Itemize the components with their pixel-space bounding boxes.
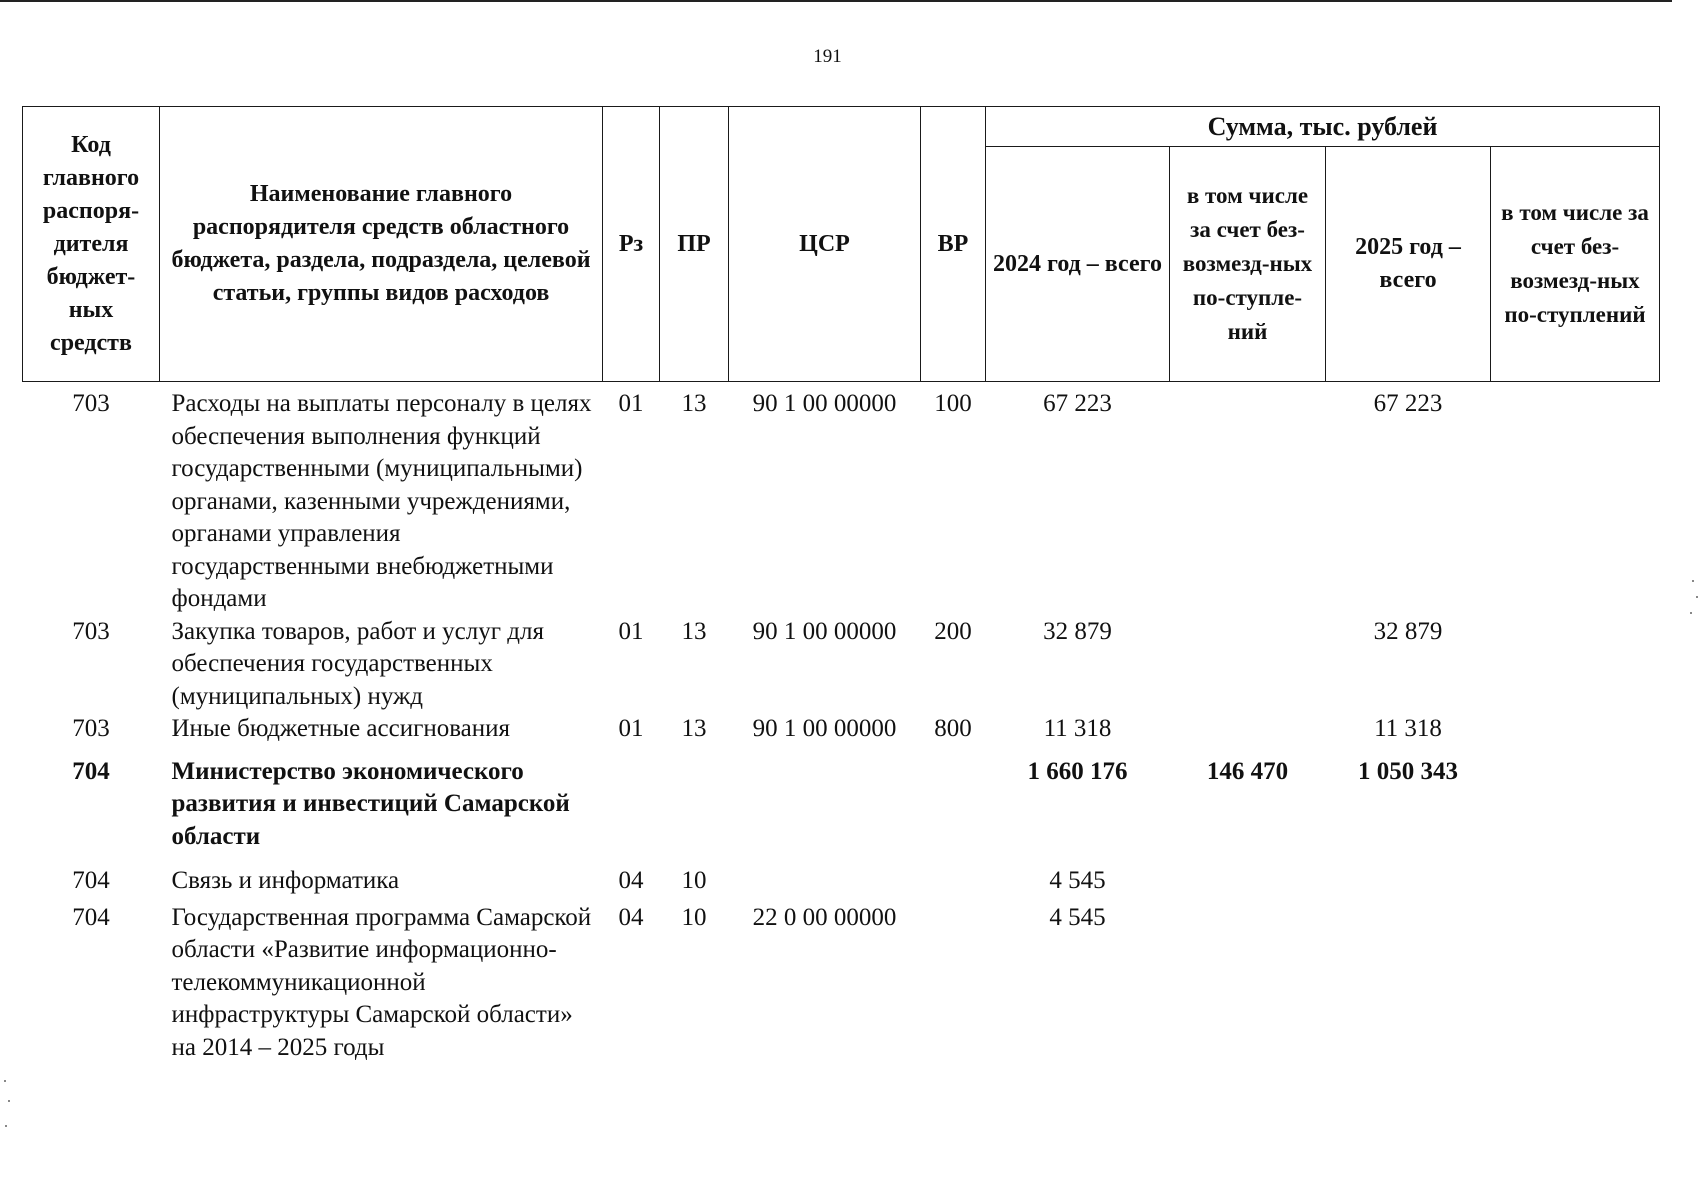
cell-2025-total: 11 318 (1374, 715, 1442, 742)
cell-rz: 01 (618, 390, 644, 417)
cell-vr (921, 746, 986, 864)
cell-name: Связь и информатика (171, 867, 400, 894)
cell-2025-gratuitous (1491, 616, 1660, 714)
cell-2025-gratuitous (1491, 863, 1660, 898)
cell-name: Расходы на выплаты персоналу в целях обеспечения выполнения функций государственными (муниципальными) органами, казенными учреждениями, органами управления государственными внебюджетными фондами (171, 390, 592, 612)
cell-csr: 22 0 00 00000 (752, 903, 897, 931)
cell-pr: 10 (681, 903, 707, 931)
header-2024-gratuitous: в том числе за счет без-возмезд-ных по-ступле-ний (1170, 147, 1326, 382)
cell-name: Государственная программа Самарской области «Развитие информационно-телекоммуникационной инфраструктуры Самарской области» на 2014 – 2025 годы (171, 903, 592, 1061)
cell-pr: 13 (681, 617, 707, 645)
cell-2024-gratuitous (1170, 616, 1326, 714)
cell-2024-total: 4 545 (1049, 867, 1106, 894)
cell-vr (921, 898, 986, 1065)
cell-pr (660, 746, 729, 864)
cell-rz: 01 (618, 715, 644, 742)
cell-2025-total: 32 879 (1373, 617, 1443, 645)
budget-table (22, 106, 1660, 1064)
cell-pr: 13 (681, 715, 707, 742)
cell-code: 704 (72, 867, 110, 894)
top-border-line (0, 0, 1672, 2)
cell-rz: 04 (618, 903, 644, 931)
header-sum-group: Сумма, тыс. рублей (986, 107, 1660, 147)
table-body (23, 382, 1660, 1065)
cell-rz: 01 (618, 617, 644, 645)
cell-vr (921, 863, 986, 898)
cell-code: 704 (72, 903, 110, 931)
table-row (23, 616, 1660, 714)
cell-2024-total: 32 879 (1043, 617, 1112, 645)
cell-code: 704 (72, 757, 110, 785)
header-csr: ЦСР (729, 107, 921, 382)
cell-2024-gratuitous (1170, 863, 1326, 898)
header-code: Код главного распоря-дителя бюджет-ных средств (23, 107, 160, 382)
cell-name: Иные бюджетные ассигнования (171, 715, 511, 742)
scan-artifact (8, 1100, 10, 1102)
cell-csr (729, 863, 921, 898)
cell-2024-gratuitous (1170, 382, 1326, 616)
cell-vr: 200 (934, 617, 972, 645)
cell-csr: 90 1 00 00000 (752, 715, 897, 742)
cell-2024-gratuitous (1170, 898, 1326, 1065)
header-pr: ПР (660, 107, 729, 382)
header-2025-gratuitous: в том числе за счет без-возмезд-ных по-ступлений (1491, 147, 1660, 382)
header-vr: ВР (921, 107, 986, 382)
header-rz: Рз (603, 107, 660, 382)
cell-csr: 90 1 00 00000 (752, 617, 897, 645)
scan-artifact (4, 1080, 6, 1082)
scan-artifact (1696, 596, 1698, 598)
scan-artifact (1692, 580, 1694, 582)
cell-2025-total (1326, 898, 1491, 1065)
cell-rz: 04 (618, 867, 644, 894)
cell-rz (603, 746, 660, 864)
cell-2024-total: 4 545 (1049, 903, 1106, 931)
header-row (23, 107, 1660, 147)
cell-2025-gratuitous (1491, 713, 1660, 746)
table-header (23, 107, 1660, 382)
table-row (23, 898, 1660, 1065)
cell-2025-total: 67 223 (1373, 390, 1443, 417)
cell-2024-total: 67 223 (1043, 390, 1112, 417)
cell-vr: 100 (934, 390, 972, 417)
cell-2024-gratuitous (1170, 713, 1326, 746)
cell-csr (729, 746, 921, 864)
cell-2024-total: 11 318 (1043, 715, 1112, 742)
cell-pr: 13 (681, 390, 707, 417)
scan-artifact (1690, 612, 1692, 614)
page-number: 191 (813, 46, 842, 67)
table-row (23, 863, 1660, 898)
cell-csr: 90 1 00 00000 (752, 390, 897, 417)
table-row-ministry (23, 746, 1660, 864)
header-name: Наименование главного распорядителя средств областного бюджета, раздела, подраздела, целевой статьи, группы видов расходов (160, 107, 603, 382)
cell-2025-gratuitous (1491, 898, 1660, 1065)
cell-2024-total: 1 660 176 (1027, 757, 1128, 785)
cell-pr: 10 (681, 867, 707, 894)
cell-name: Министерство экономического развития и инвестиций Самарской области (171, 757, 570, 850)
table-row (23, 382, 1660, 616)
header-2025-total: 2025 год – всего (1326, 147, 1491, 382)
cell-code: 703 (72, 390, 110, 417)
cell-code: 703 (72, 617, 110, 645)
cell-code: 703 (72, 715, 110, 742)
cell-vr: 800 (934, 715, 972, 742)
cell-2025-gratuitous (1491, 382, 1660, 616)
header-2024-total: 2024 год – всего (986, 147, 1170, 382)
scan-artifact (5, 1125, 7, 1127)
cell-2025-gratuitous (1491, 746, 1660, 864)
cell-2024-gratuitous: 146 470 (1206, 757, 1289, 785)
cell-2025-total: 1 050 343 (1358, 757, 1458, 785)
table-row (23, 713, 1660, 746)
cell-2025-total (1326, 863, 1491, 898)
cell-name: Закупка товаров, работ и услуг для обеспечения государственных (муниципальных) нужд (171, 617, 544, 710)
